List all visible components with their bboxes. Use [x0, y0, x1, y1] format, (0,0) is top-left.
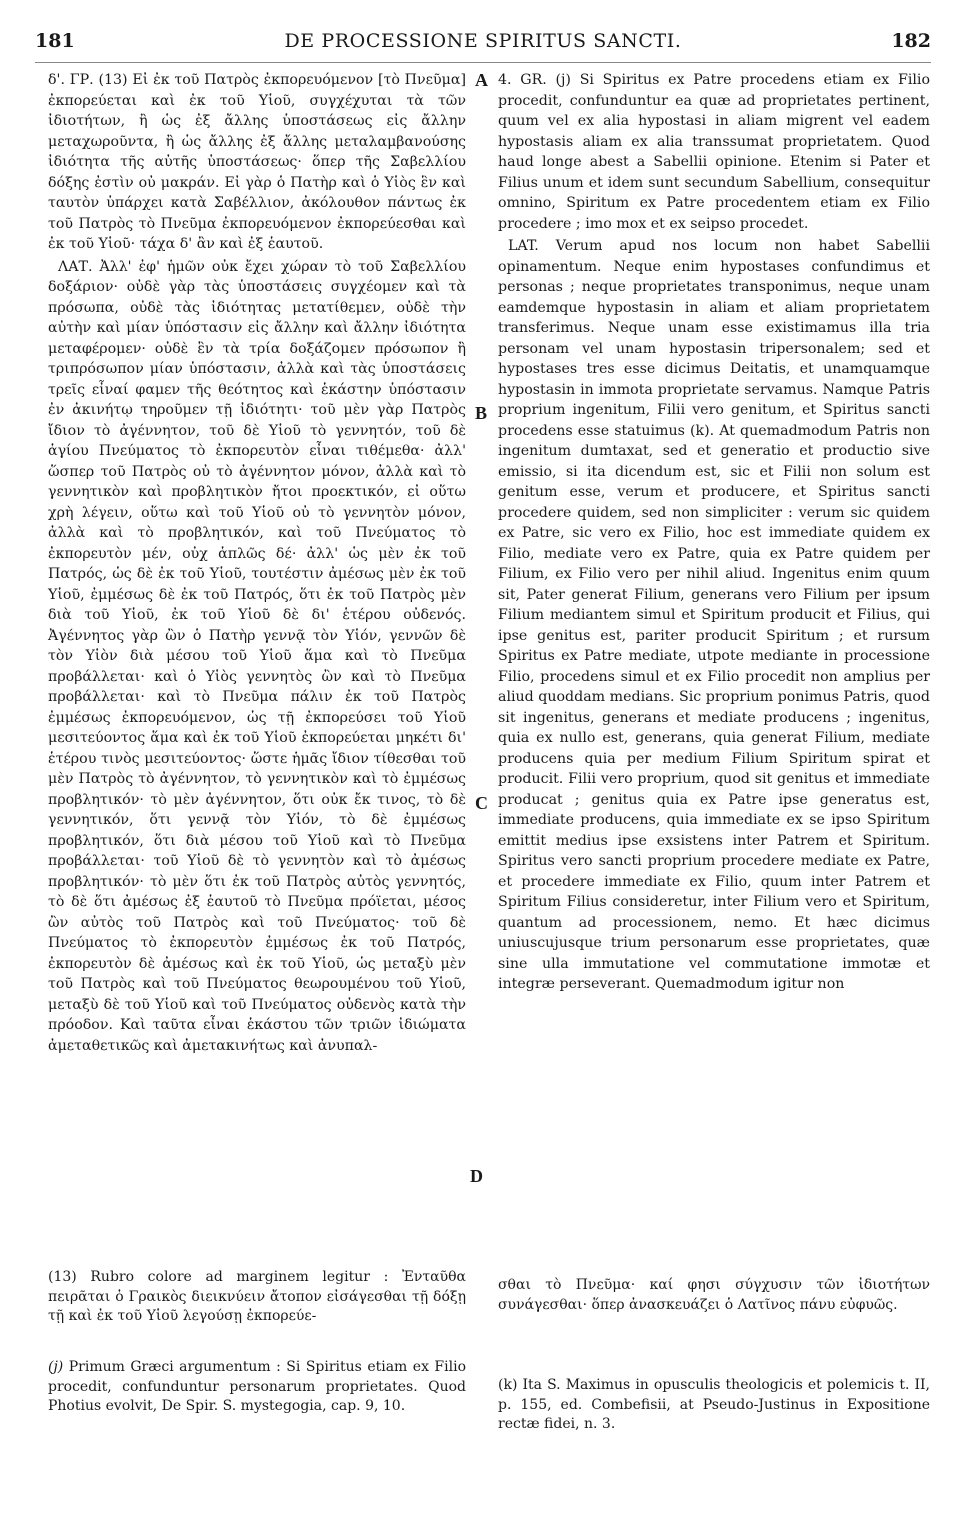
- greek-paragraph-1: δ'. ΓΡ. (13) Εἰ ἐκ τοῦ Πατρὸς ἐκπορευόμενον [τὸ Πνεῦμα] ἐκπορεύεται καὶ ἐκ τοῦ Υἱοῦ, συγχέχυται τὰ τῶν ἰδιοτήτων, ἢ ὡς ἐξ ἄλλης ὑποστάσεως εἰς ἄλλην μεταχωροῦντα, ἢ ὡς ἄλλης ἐξ ἄλλης μεταλαμβανούσης ἰδιότητα τῆς αὐτῆς ὑποστάσεως· ὅπερ τῆς Σαβελλίου δόξης ἐστὶν οὐ μακράν. Εἰ γὰρ ὁ Πατὴρ καὶ ὁ Υἱὸς ἓν καὶ ταυτὸν ὑπάρχει κατὰ Σαβέλλιον, ἀκόλουθον πάντως ἐκ τοῦ Πατρὸς τὸ Πνεῦμα ἐκπορευόμενον ἐκπορεύεσθαι καὶ ἐκ τοῦ Υἱοῦ· τάχα δ' ἂν καὶ ἐξ ἑαυτοῦ.: [48, 72, 466, 252]
- footnote-13-cont-text: σθαι τὸ Πνεῦμα· καί φησι σύγχυσιν τῶν ἰδιοτήτων συνάγεσθαι· ὅπερ ἀνασκευάζει ὁ Λατῖνος πάνυ εὐφυῶς.: [498, 1277, 930, 1313]
- footnote-j-para: [48, 1358, 466, 1417]
- latin-paragraph-1: 4. GR. (j) Si Spiritus ex Patre procedens etiam ex Filio procedit, confunduntur ea quæ ad proprietates pertinent, quum vel ex alia hypostasi in aliam migrent vel eadem hypostasis aliam ex alia transsumat proprietatem. Quod haud longe abest a Sabellii opinione. Etenim si Pater et Filius unum et idem sunt secundum Sabellium, consequitur omnino, Spiritum ex Patre procedentem etiam ex Filio procedere ; imo mox et ex seipso procedet.: [498, 72, 930, 232]
- page-number-left: 181: [35, 30, 75, 52]
- section-marker-a: A: [475, 70, 488, 90]
- footnote-k-label: (k): [498, 1377, 518, 1393]
- greek-paragraph-2: ΛΑΤ. Ἀλλ' ἐφ' ἡμῶν οὐκ ἔχει χώραν τὸ τοῦ Σαβελλίου δοξάριον· οὐδὲ γὰρ τὰς ὑποστάσεις συγχέομεν καὶ τὰ πρόσωπα, οὐδὲ τὰς ἰδιότητας μετατίθεμεν, οὐδὲ τὴν αὐτὴν καὶ μίαν ὑπόστασιν εἰς ἄλλην καὶ ἄλλην ἰδιότητα μεταφέρομεν· οὐδὲ ἓν τὰ τρία δοξάζομεν πρόσωπον ἢ τριπρόσωπον μίαν ὑπόστασιν, ἀλλὰ καὶ τὰς ὑποστάσεις τρεῖς εἶναί φαμεν τῆς θεότητος καὶ ἑκάστην ὑπόστασιν ἐν ἀκινήτῳ τηροῦμεν τῇ ἰδιότητι· τοῦ μὲν γὰρ Πατρὸς ἴδιον τὸ ἀγέννητον, τοῦ δὲ Υἱοῦ τὸ γεννητόν, τοῦ δὲ ἁγίου Πνεύματος τὸ ἐκπορευτὸν εἶναι τιθέμεθα· ἀλλ' ὥσπερ τοῦ Πατρὸς οὐ τὸ ἀγέννητον μόνον, ἀλλὰ καὶ τὸ γεννητικὸν καὶ προβλητικὸν ἤτοι προεκτικόν, εἰ οὕτω χρὴ λέγειν, οὕτω καὶ τοῦ Υἱοῦ οὐ τὸ γεννητὸν μόνον, ἀλλὰ καὶ τὸ προβλητικόν, καὶ τοῦ Πνεύματος τὸ ἐκπορευτὸν μέν, οὐχ ἁπλῶς δέ· ἀλλ' ὡς μὲν ἐκ τοῦ Πατρός, ὡς δὲ ἐκ τοῦ Υἱοῦ, τουτέστιν ἀμέσως μὲν ἐκ τοῦ Υἱοῦ, ἐμμέσως δὲ ἐκ τοῦ Πατρός, ὅτι ἐκ τοῦ Πατρὸς μὲν διὰ τοῦ Υἱοῦ, ἐκ τοῦ Υἱοῦ δὲ δι' ἑτέρου οὐδενός. Ἀγέννητος γὰρ ὢν ὁ Πατὴρ γεννᾷ τὸν Υἱόν, γεννῶν δὲ τὸν Υἱὸν διὰ μέσου τοῦ Υἱοῦ ἅμα καὶ τὸ Πνεῦμα προβάλλεται· καὶ ὁ Υἱὸς γεννητὸς ὢν καὶ τὸ Πνεῦμα προβάλλεται· καὶ τὸ Πνεῦμα πάλιν ἐκ τοῦ Πατρὸς ἐμμέσως ἐκπορευόμενον, ὡς τῇ ἐκπορεύσει τοῦ Υἱοῦ μεσιτεύοντος ἅμα καὶ ἐκ τοῦ Υἱοῦ ἐκπορεύεται μηκέτι δι' ἑτέρου τινὸς μεσιτεύοντος· ὥστε ἡμᾶς ἴδιον τίθεσθαι τοῦ μὲν Πατρὸς τὸ ἀγέννητον, τὸ γεννητικὸν καὶ τὸ ἐμμέσως προβλητικόν· τὸ μὲν ἀγέννητον, ὅτι οὐκ ἔκ τινος, τὸ δὲ γεννητικόν, ὅτι γεννᾷ τὸν Υἱόν, τὸ δὲ ἐμμέσως προβλητικόν, ὅτι διὰ μέσου τοῦ Υἱοῦ καὶ τὸ Πνεῦμα προβάλλεται· τοῦ Υἱοῦ δὲ τὸ γεννητὸν καὶ τὸ ἀμέσως προβλητικόν· τὸ μὲν ὅτι ἐκ τοῦ Πατρὸς αὐτὸς γεννητός, τὸ δὲ ὅτι ἀμέσως ἐξ ἑαυτοῦ τὸ Πνεῦμα πρόϊεται, μέσος ὢν αὐτὸς τοῦ Πατρὸς καὶ τοῦ Πνεύματος· τοῦ δὲ Πνεύματος τὸ ἐκπορευτὸν ἐμμέσως ἐκ τοῦ Πατρός, ἐκπορευτὸν δὲ ἀμέσως καὶ ἐκ τοῦ Υἱοῦ, ὡς μεταξὺ μὲν τοῦ Πατρὸς καὶ τοῦ Πνεύματος θεωρουμένου τοῦ Υἱοῦ, μεταξὺ δὲ τοῦ Υἱοῦ καὶ τοῦ Πνεύματος οὐδενὸς κατὰ τὴν πρόοδον. Καὶ ταῦτα εἶναι ἑκάστου τῶν τριῶν ἰδιώματα ἀμεταθετικῶς καὶ ἀμετακινήτως καὶ ἀνυπαλ-: [48, 258, 466, 1054]
- section-marker-c: C: [475, 793, 488, 813]
- footnote-k: [498, 1376, 930, 1445]
- footnote-k-text: Ita S. Maximus in opusculis theologicis et polemicis t. II, p. 155, ed. Combefisii, at Pseudo-Justinus in Expositione rectæ fidei, n. 3.: [498, 1377, 930, 1432]
- footnote-k-para: [498, 1376, 930, 1435]
- latin-paragraph-2: LAT. Verum apud nos locum non habet Sabellii opinamentum. Neque enim hypostases confundimus et personas ; neque proprietates transponimus, neque unam eamdemque hypostasin in aliam et aliam proprietatem transferimus. Neque unam esse existimamus illa tria personam vel unam hypostasin tripersonalem; sed et hypostases tres esse dicimus Deitatis, et unamquamque hypostasin in immota proprietate servamus. Namque Patris proprium ingenitum, Filii vero genitum, et Spiritus sancti procedens esse statuimus (k). At quemadmodum Patris non ingenitum dumtaxat, sed et generatio et productio sive emissio, si ita dicendum est, sic et Filii non solum est genitum esse, verum et producere, et Spiritus sancti procedere quidem, sed non simpliciter : verum sic quidem ex Patre, sic vero ex Filio, hoc est immediate quidem ex Filio, mediate vero ex Patre, quia ex Patre quidem per Filium, ex Filio vero per nihil aliud. Ingenitus enim quum sit, Pater generat Filium, generans vero Filium per ipsum Filium mediantem simul et Spiritum producit et Filius, qui ipse genitus est, pariter producit Spiritum ; et rursum Spiritus ex Patre mediate, utpote mediante in processione Filio, procedens simul et ex Filio procedit non amplius per aliud quoddam medians. Sic proprium ponimus Patris, quod sit ingenitus, generans et mediate producens ; ingenitus, quia ex nullo est, generans, quia generat Filium, mediate producens quia per medium Filium Spiritum spirat et producit. Filii vero proprium, quod sit genitus et immediate producat ; genitus quia ex Patre ipse generatus est, immediate producens, quia immediate ex se ipso Spiritum emittit medius ipse exsistens inter Patrem et Spiritum. Spiritus vero sancti proprium procedere mediate ex Patre, et procedere immediate ex Filio, quum inter Patrem et Spiritum Filius consideretur, inter Filium vero et Spiritum, quantum ad processionem, nemo. Et hæc dicimus uniuscujusque trium personarum esse proprietates, quæ sine ulla immutatione vel commutatione immotæ et integræ perseverant. Quemadmodum igitur non: [498, 238, 930, 992]
- greek-column: [48, 70, 466, 1058]
- page-header: [35, 30, 931, 58]
- latin-column: [498, 70, 930, 997]
- footnote-j: [48, 1358, 466, 1427]
- section-marker-d: D: [470, 1166, 483, 1186]
- section-marker-b: B: [475, 403, 488, 423]
- footnote-13-text: (13) Rubro colore ad marginem legitur : Ἐνταῦθα πειρᾶται ὁ Γραικὸς διεικνύειν ἄτοπον εἰσάγεσθαι τῇ δόξῃ τῇ καὶ ἐκ τοῦ Υἱοῦ λεγούσῃ ἐκπορεύε-: [48, 1269, 466, 1324]
- footnote-j-text: Primum Græci argumentum : Si Spiritus etiam ex Filio procedit, confunduntur personarum proprietates. Quod Photius evolvit, De Spir. S. mystegogia, cap. 9, 10.: [48, 1359, 466, 1414]
- running-title: DE PROCESSIONE SPIRITUS SANCTI.: [284, 30, 682, 52]
- page-number-right: 182: [891, 30, 931, 52]
- footnote-13: [48, 1268, 466, 1337]
- footnote-13-continuation: [498, 1276, 930, 1325]
- header-rule: [35, 62, 931, 63]
- footnote-j-label: (j): [48, 1359, 64, 1375]
